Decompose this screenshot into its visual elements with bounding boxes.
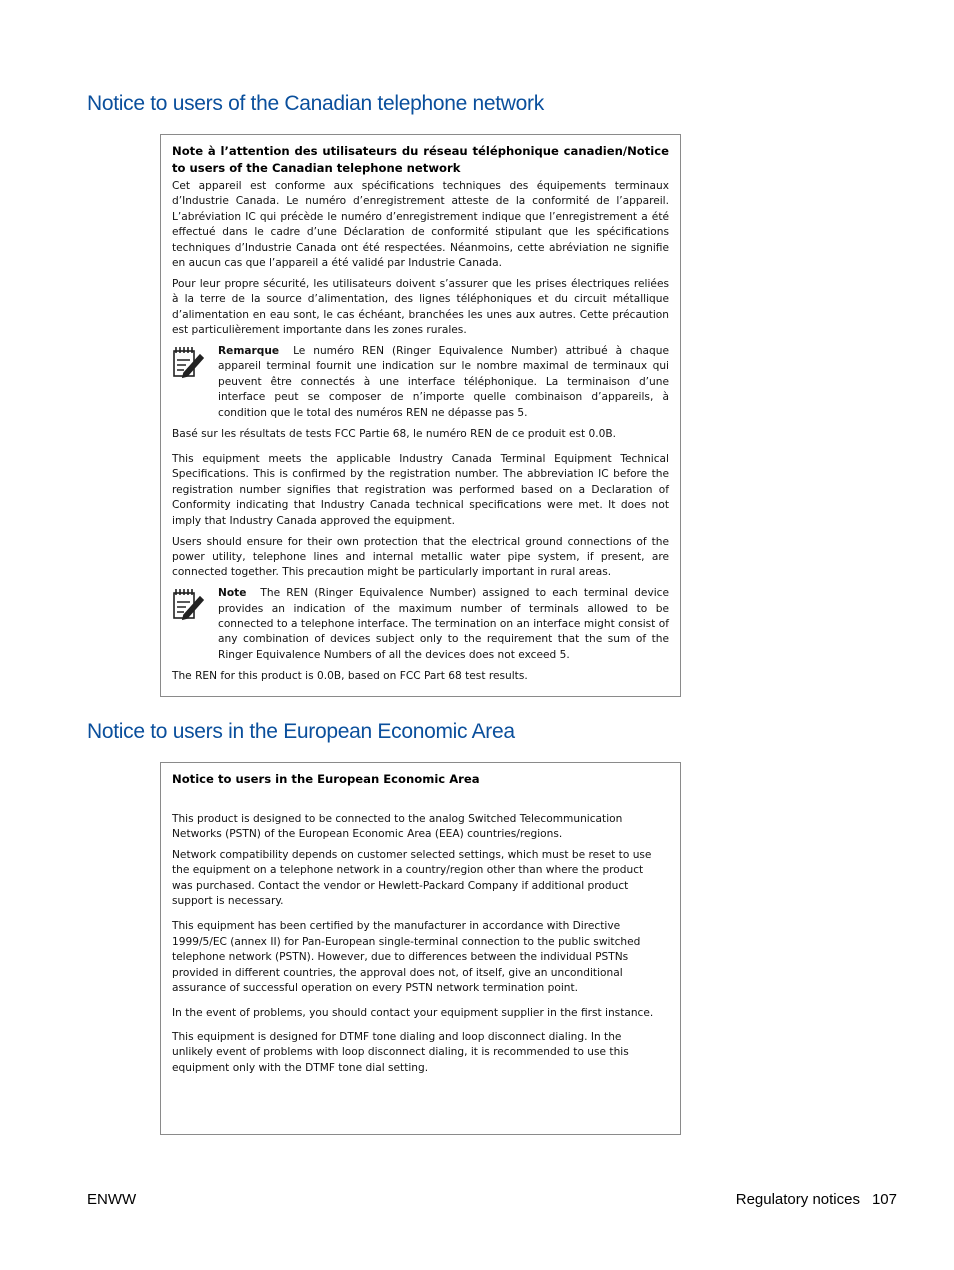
- canada-fr-note-label: Remarque: [218, 345, 280, 358]
- note-pad-icon: [172, 345, 205, 379]
- eea-section-heading: Notice to users in the European Economic Area: [87, 720, 515, 743]
- eea-paragraph-3: This equipment has been certified by the manufacturer in accordance with Directive 1999/5/EC (annex II) for Pan-European single-terminal connection to the public switched telephone network (PSTN). However, due to differences between the individual PSTNs provided in different countries, the approval does not, of itself, give an unconditional assurance of successful operation on every PSTN network termination point.: [172, 920, 641, 995]
- canada-fr-paragraph-1: Cet appareil est conforme aux spécifications techniques des équipements terminaux d’Industrie Canada. Le numéro d’enregistrement atteste de la conformité de l’appareil. L’abréviation IC qui précède le numéro d’enregistrement indique que l’enregistrement a été effectué dans le cadre d’une Déclaration de conformité stipulant que les spécifications techniques d’Industrie Canada ont été respectées. Néanmoins, cette abréviation ne signifie en aucun cas que l’appareil a été validé par Industrie Canada.: [172, 180, 669, 270]
- canada-fr-ren: Basé sur les résultats de tests FCC Partie 68, le numéro REN de ce produit est 0.0B.: [172, 427, 617, 440]
- canada-en-ren: The REN for this product is 0.0B, based on FCC Part 68 test results.: [172, 669, 528, 682]
- eea-notice-box: [160, 762, 681, 1135]
- canada-notice-box: [160, 134, 681, 697]
- canada-fr-note-body: Le numéro REN (Ringer Equivalence Number) attribué à chaque appareil terminal fournit une indication sur le nombre maximal de terminaux qui peuvent être connectés à une interface téléphonique. La terminaison d’une interface peut se composer de n’importe quelle combinaison d’appareils, à condition que le total des numéros REN ne dépasse pas 5.: [218, 345, 669, 419]
- eea-paragraph-1: This product is designed to be connected to the analog Switched Telecommunication Networks (PSTN) of the European Economic Area (EEA) countries/regions.: [172, 812, 623, 840]
- canada-box-title: Note à l’attention des utilisateurs du réseau téléphonique canadien/Notice to users of the Canadian telephone network: [172, 144, 669, 175]
- eea-paragraph-5: This equipment is designed for DTMF tone dialing and loop disconnect dialing. In the unlikely event of problems with loop disconnect dialing, it is recommended to use this equipment only with the DTMF tone dial setting.: [172, 1030, 629, 1074]
- canada-en-note: [172, 586, 669, 663]
- canada-fr-note-text: [218, 344, 669, 421]
- canada-fr-note: [172, 344, 669, 421]
- canada-section-heading: Notice to users of the Canadian telephone network: [87, 92, 544, 115]
- canada-fr-paragraph-2: Pour leur propre sécurité, les utilisateurs doivent s’assurer que les prises électriques reliées à la terre de la source d’alimentation, des lignes téléphoniques et du circuit métallique d’alimentation en eau sont, le cas échéant, branchées les unes aux autres. Cette précaution est particulièrement importante dans les zones rurales.: [172, 277, 669, 337]
- footer-section-name: Regulatory notices: [735, 1191, 860, 1208]
- note-pad-icon: [172, 587, 205, 621]
- canada-en-note-text: [218, 586, 669, 663]
- canada-en-paragraph-2: Users should ensure for their own protection that the electrical ground connections of the power utility, telephone lines and internal metallic water pipe system, if present, are connected together. This precaution might be particularly important in rural areas.: [172, 535, 669, 579]
- eea-paragraph-4: In the event of problems, you should contact your equipment supplier in the first instance.: [172, 1007, 654, 1020]
- footer-doc-code: ENWW: [87, 1191, 137, 1208]
- canada-en-paragraph-1: This equipment meets the applicable Industry Canada Terminal Equipment Technical Specifications. This is confirmed by the registration number. The abbreviation IC before the registration number signifies that registration was performed based on a Declaration of Conformity indicating that Industry Canada technical specifications were met. It does not imply that Industry Canada approved the equipment.: [172, 453, 669, 527]
- canada-en-note-body: The REN (Ringer Equivalence Number) assigned to each terminal device provides an indication of the maximum number of terminals allowed to be connected to a telephone interface. The termination on an interface might consist of any combination of devices subject only to the requirement that the sum of the Ringer Equivalence Numbers of all the devices does not exceed 5.: [218, 587, 669, 661]
- footer-page-number: 107: [871, 1191, 897, 1208]
- footer-page-info: [736, 1191, 897, 1208]
- eea-paragraph-2: Network compatibility depends on customer selected settings, which must be reset to use the equipment on a telephone network in a country/region other than where the product was purchased. Contact the vendor or Hewlett-Packard Company if additional product support is necessary.: [172, 848, 652, 908]
- canada-en-note-label: Note: [218, 587, 247, 600]
- eea-box-title: Notice to users in the European Economic Area: [172, 772, 480, 786]
